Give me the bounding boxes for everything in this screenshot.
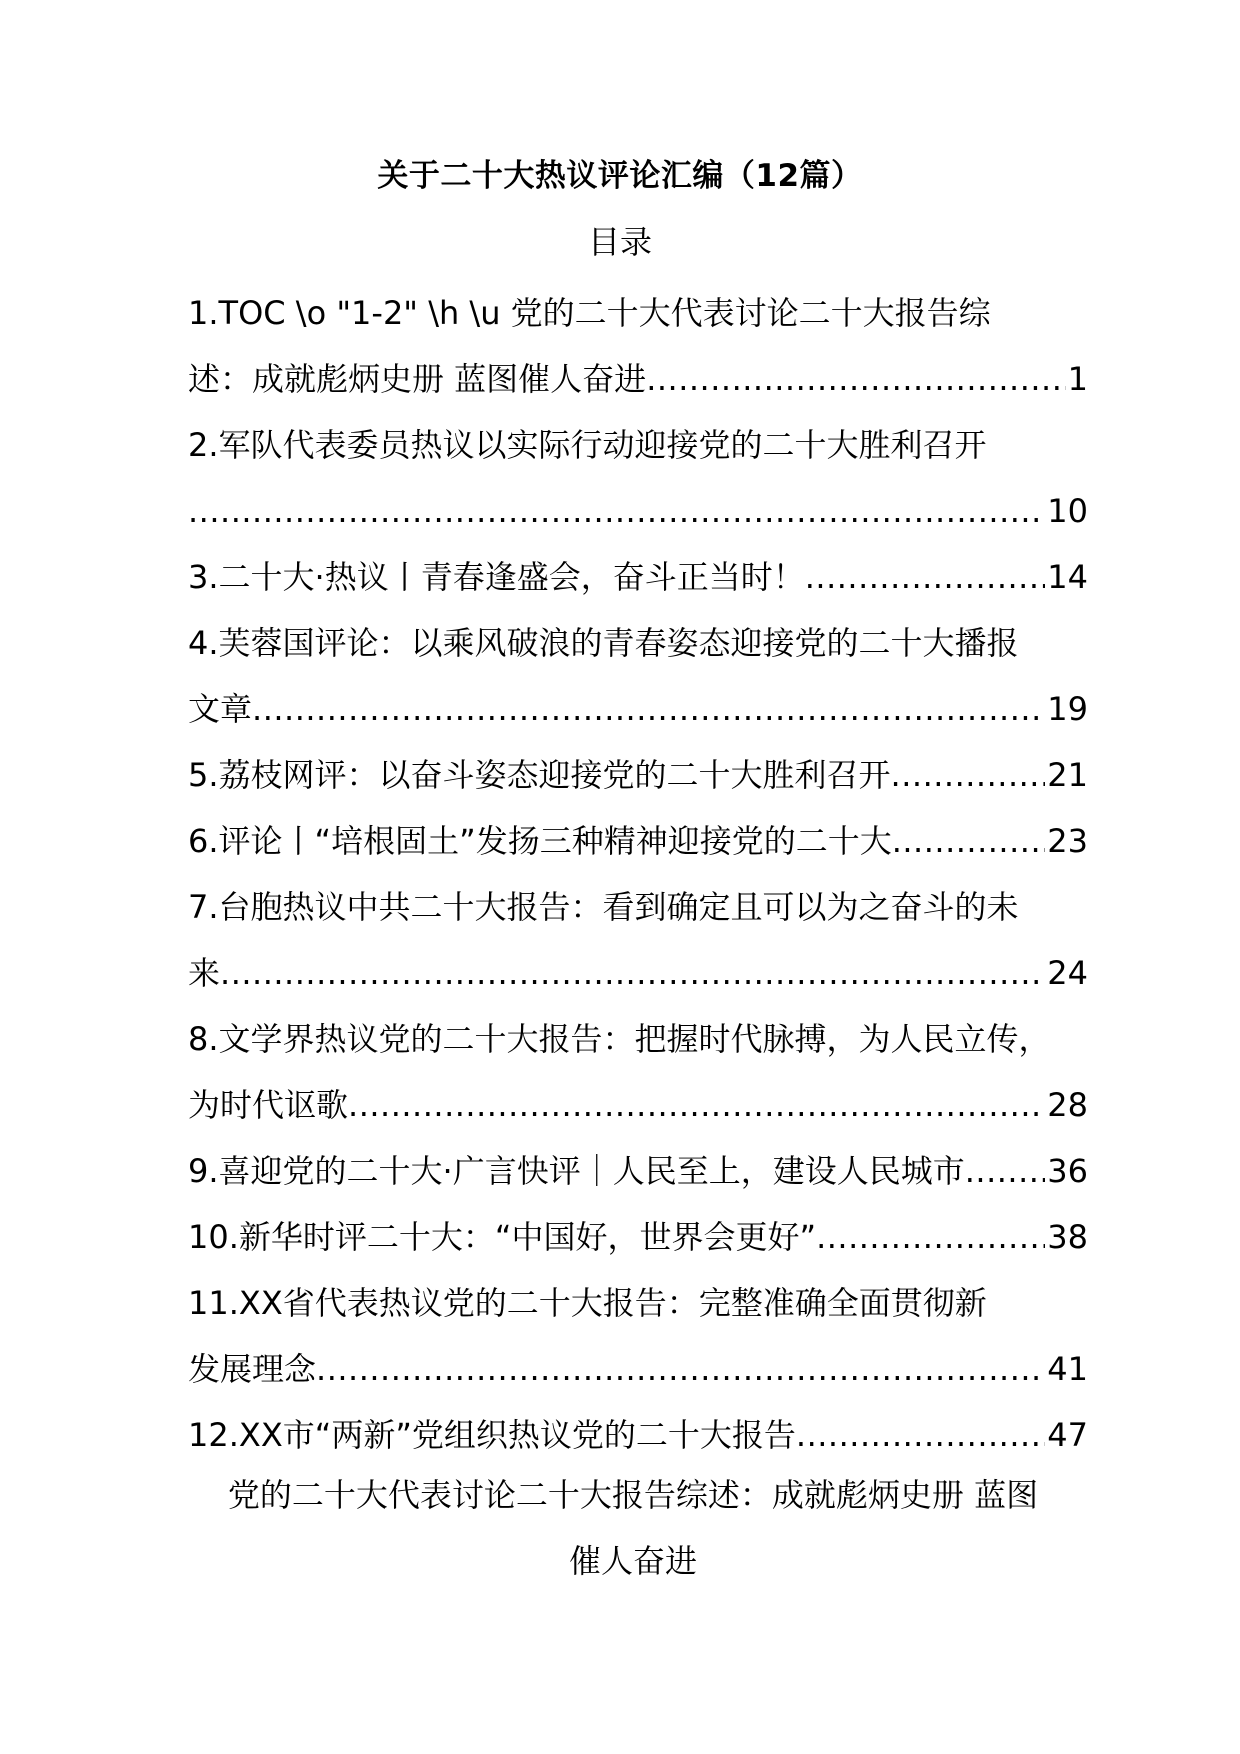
toc-leader-dots [188,478,1045,544]
toc-entry[interactable] [188,1402,1088,1468]
toc-leader-dots [252,676,1045,742]
toc-leader-dots [796,1402,1045,1468]
toc-leader-dots [965,1138,1046,1204]
toc-leader-dots [220,940,1045,1006]
toc-entry[interactable] [188,544,1088,610]
toc-page-number: 38 [1047,1218,1088,1256]
toc-entry[interactable] [188,874,1088,1006]
toc-page-number: 14 [1047,558,1088,596]
section-heading-line: 催人奋进 [568,1542,697,1580]
toc-entry[interactable] [188,1204,1088,1270]
toc-page-number: 10 [1047,492,1088,530]
toc-leader-dots [891,742,1046,808]
toc-entry[interactable] [188,1270,1088,1402]
toc-page-number: 19 [1047,690,1088,728]
toc-entry-text: 来 [188,954,221,992]
toc-entry-text: 11.XX省代表热议党的二十大报告：完整准确全面贯彻新 [188,1284,987,1322]
section-heading [188,1462,1078,1594]
toc-entry-text: 4.芙蓉国评论：以乘风破浪的青春姿态迎接党的二十大播报 [188,624,1019,662]
toc-entry-text: 1.TOC \o "1-2" \h \u 党的二十大代表讨论二十大报告综 [188,294,991,332]
toc-entry[interactable] [188,808,1088,874]
toc-entry-text: 9.喜迎党的二十大·广言快评｜人民至上，建设人民城市 [188,1152,965,1190]
toc-entry[interactable] [188,610,1088,742]
toc-entry[interactable] [188,280,1088,412]
toc-entry-text: 发展理念 [188,1350,317,1388]
section-heading-line: 党的二十大代表讨论二十大报告综述：成就彪炳史册 蓝图 [227,1476,1039,1514]
toc-entry-text: 3.二十大·热议丨青春逢盛会，奋斗正当时！ [188,558,805,596]
toc-page-number: 41 [1047,1350,1088,1388]
toc-leader-dots [316,1336,1045,1402]
toc-page-number: 47 [1047,1416,1088,1454]
toc-entry-text: 8.文学界热议党的二十大报告：把握时代脉搏，为人民立传， [188,1020,1051,1058]
toc-entry-text: 12.XX市“两新”党组织热议党的二十大报告 [188,1416,796,1454]
toc-entry-text: 6.评论丨“培根固土”发扬三种精神迎接党的二十大 [188,822,892,860]
toc-page-number: 24 [1047,954,1088,992]
toc-entry-text: 7.台胞热议中共二十大报告：看到确定且可以为之奋斗的未 [188,888,1019,926]
toc-entry[interactable] [188,742,1088,808]
toc-entry-text: 为时代讴歌 [188,1086,349,1124]
toc-entry[interactable] [188,1006,1088,1138]
table-of-contents [188,280,1088,1468]
toc-page-number: 1 [1067,360,1088,398]
toc-entry-text: 5.荔枝网评：以奋斗姿态迎接党的二十大胜利召开 [188,756,891,794]
toc-leader-dots [805,544,1046,610]
toc-heading: 目录 [587,223,652,261]
toc-entry[interactable] [188,412,1088,544]
toc-page-number: 21 [1047,756,1088,794]
toc-entry-text: 10.新华时评二十大：“中国好，世界会更好” [188,1218,817,1256]
toc-entry-text: 2.军队代表委员热议以实际行动迎接党的二十大胜利召开 [188,426,987,464]
toc-leader-dots [348,1072,1045,1138]
toc-leader-dots [816,1204,1045,1270]
document-title: 关于二十大热议评论汇编（12篇） [377,158,863,194]
toc-entry-text: 述：成就彪炳史册 蓝图催人奋进 [188,360,647,398]
toc-leader-dots [646,346,1065,412]
toc-page-number: 28 [1047,1086,1088,1124]
toc-page-number: 23 [1047,822,1088,860]
toc-entry-text: 文章 [188,690,253,728]
toc-page-number: 36 [1047,1152,1088,1190]
toc-entry[interactable] [188,1138,1088,1204]
toc-leader-dots [892,808,1046,874]
